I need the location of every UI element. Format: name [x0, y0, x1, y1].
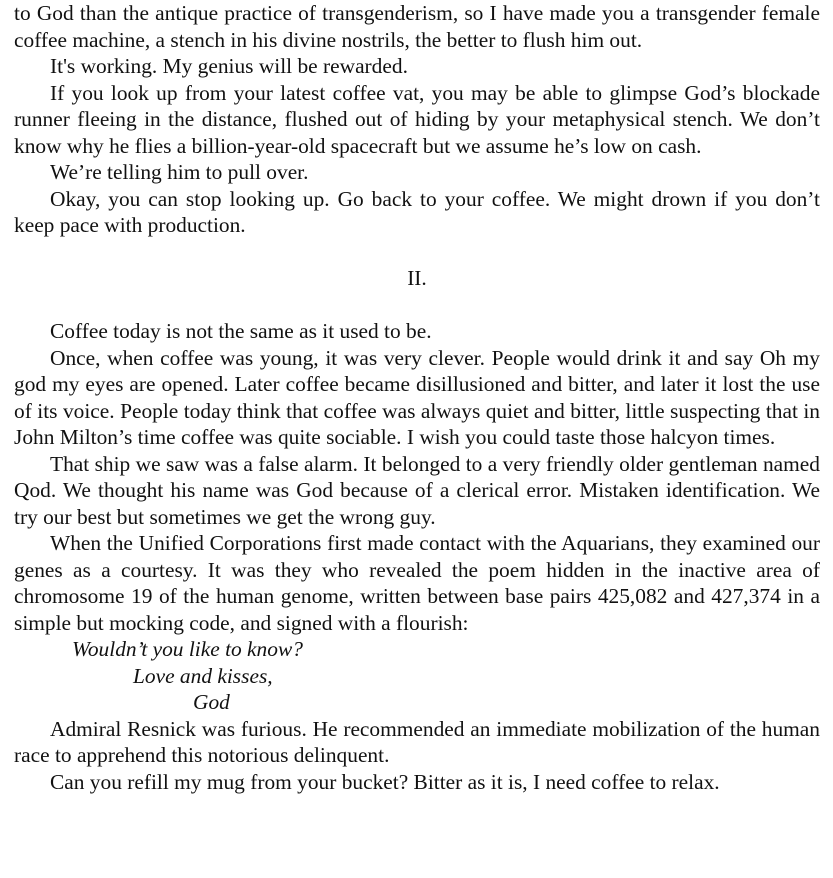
paragraph-genome: When the Unified Corporations first made contact with the Aquarians, they examined our genes as a courtesy. It was they who revealed the poem hidden in the inactive area of chromosome 19 of the human genome, written between base pairs 425,082 and 427,374 in a simple but mocking code, and signed with a flourish:	[14, 531, 820, 635]
paragraph-continuation: to God than the antique practice of transgenderism, so I have made you a transgender female coffee machine, a stench in his divine nostrils, the better to flush him out.	[14, 1, 820, 52]
paragraph: Can you refill my mug from your bucket? Bitter as it is, I need coffee to relax.	[50, 769, 720, 794]
paragraph: Okay, you can stop looking up. Go back to your coffee. We might drown if you don’t keep pace with production.	[14, 186, 820, 237]
verse-line: Love and kisses,	[133, 663, 273, 688]
verse-line-signature: God	[193, 690, 230, 714]
paragraph: That ship we saw was a false alarm. It belonged to a very friendly older gentleman named Qod. We thought his name was God because of a clerical error. Mistaken identification. We try our best but sometimes we get the wrong guy.	[14, 451, 820, 529]
paragraph: Admiral Resnick was furious. He recommended an immediate mobilization of the human race to apprehend this notorious delinquent.	[14, 716, 820, 767]
paragraph: It's working. My genius will be rewarded.	[50, 54, 408, 78]
section-break-numeral: II.	[407, 266, 427, 290]
paragraph: Once, when coffee was young, it was very clever. People would drink it and say Oh my god my eyes are opened. Later coffee became disillusioned and bitter, and later it lost the use of its voice. People today think that coffee was always quiet and bitter, little suspecting that in John Milton’s time coffee was quite sociable. I wish you could taste those halcyon times.	[14, 345, 820, 449]
spacer-above-section-break	[14, 239, 820, 266]
text-column	[14, 0, 820, 795]
spacer-below-section-break	[14, 292, 820, 319]
paragraph: If you look up from your latest coffee vat, you may be able to glimpse God’s blockade runner fleeing in the distance, flushed out of hiding by your metaphysical stench. We don’t know why he flies a billion-year-old spacecraft but we assume he’s low on cash.	[14, 80, 820, 158]
paragraph: We’re telling him to pull over.	[50, 160, 309, 184]
paragraph: Coffee today is not the same as it used to be.	[50, 319, 432, 343]
verse-line: Wouldn’t you like to know?	[72, 637, 303, 661]
